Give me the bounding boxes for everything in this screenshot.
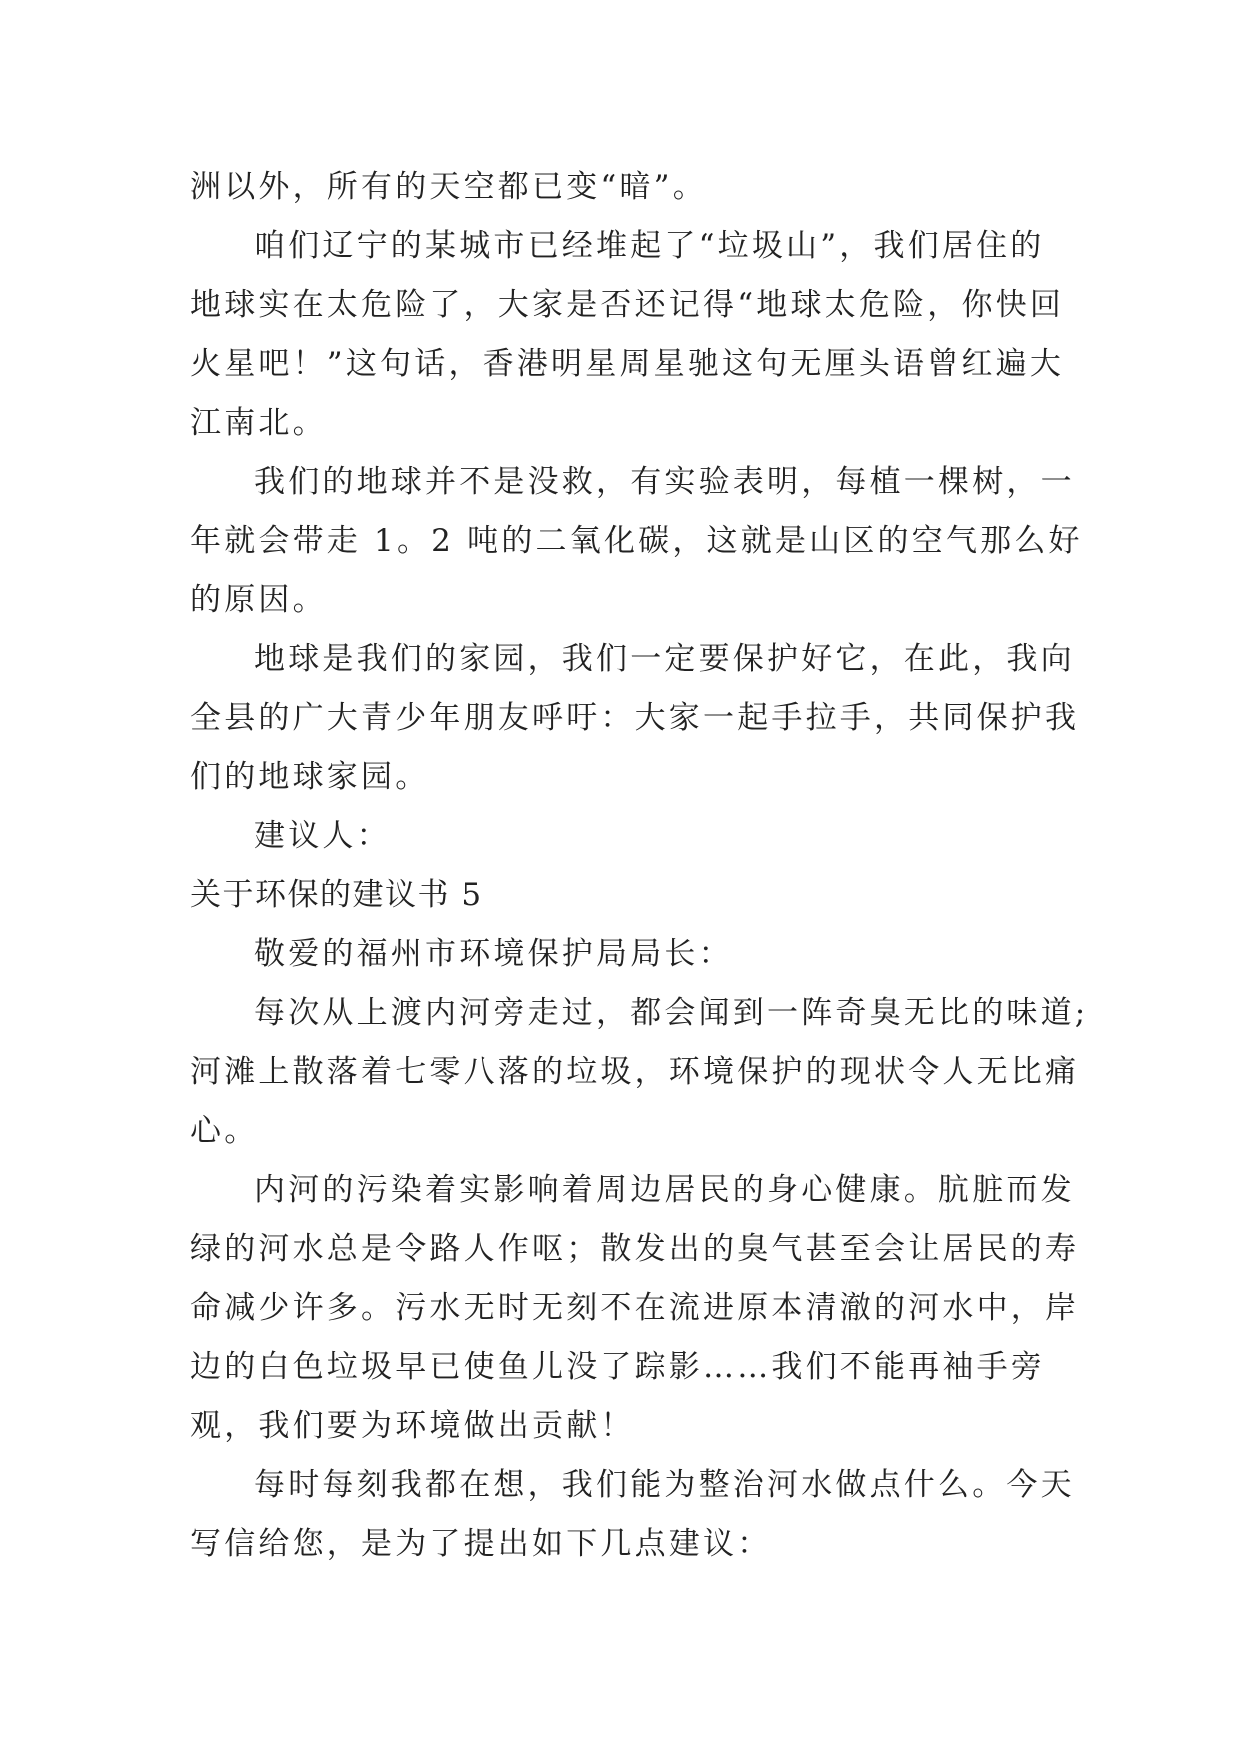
text-line: 火星吧！”这句话，香港明星周星驰这句无厘头语曾红遍大: [190, 346, 1065, 382]
paragraph-start: 内河的污染着实影响着周边居民的身心健康。肮脏而发: [254, 1172, 1075, 1208]
text-line: 绿的河水总是令路人作呕；散发出的臭气甚至会让居民的寿: [190, 1231, 1080, 1267]
paragraph-start: 地球是我们的家园，我们一定要保护好它，在此，我向: [254, 641, 1075, 677]
text-line: 边的白色垃圾早已使鱼儿没了踪影……我们不能再袖手旁: [190, 1349, 1045, 1385]
text-line: 河滩上散落着七零八落的垃圾，环境保护的现状令人无比痛: [190, 1054, 1080, 1090]
paragraph-start: 每时每刻我都在想，我们能为整治河水做点什么。今天: [254, 1467, 1075, 1503]
text-line: 的原因。: [190, 582, 327, 618]
text-line: 全县的广大青少年朋友呼吁：大家一起手拉手，共同保护我: [190, 700, 1080, 736]
signature-label: 建议人：: [254, 818, 391, 854]
text-line: 命减少许多。污水无时无刻不在流进原本清澈的河水中，岸: [190, 1290, 1080, 1326]
text-line: 年就会带走 1。2 吨的二氧化碳，这就是山区的空气那么好: [190, 523, 1083, 559]
section-heading: 关于环保的建议书 5: [190, 877, 483, 913]
text-line: 地球实在太危险了，大家是否还记得“地球太危险，你快回: [190, 287, 1065, 323]
text-line: 心。: [190, 1113, 259, 1149]
document-body: [190, 158, 1089, 1574]
text-line: 写信给您，是为了提出如下几点建议：: [190, 1526, 772, 1562]
text-line: 观，我们要为环境做出贡献！: [190, 1408, 635, 1444]
paragraph-start: 我们的地球并不是没救，有实验表明，每植一棵树，一: [254, 464, 1075, 500]
text-line: 们的地球家园。: [190, 759, 430, 795]
text-line: 江南北。: [190, 405, 327, 441]
text-line: 洲以外，所有的天空都已变“暗”。: [190, 169, 707, 205]
paragraph-start: 每次从上渡内河旁走过，都会闻到一阵奇臭无比的味道;: [254, 995, 1089, 1031]
salutation: 敬爱的福州市环境保护局局长：: [254, 936, 733, 972]
paragraph-start: 咱们辽宁的某城市已经堆起了“垃圾山”，我们居住的: [254, 228, 1045, 264]
